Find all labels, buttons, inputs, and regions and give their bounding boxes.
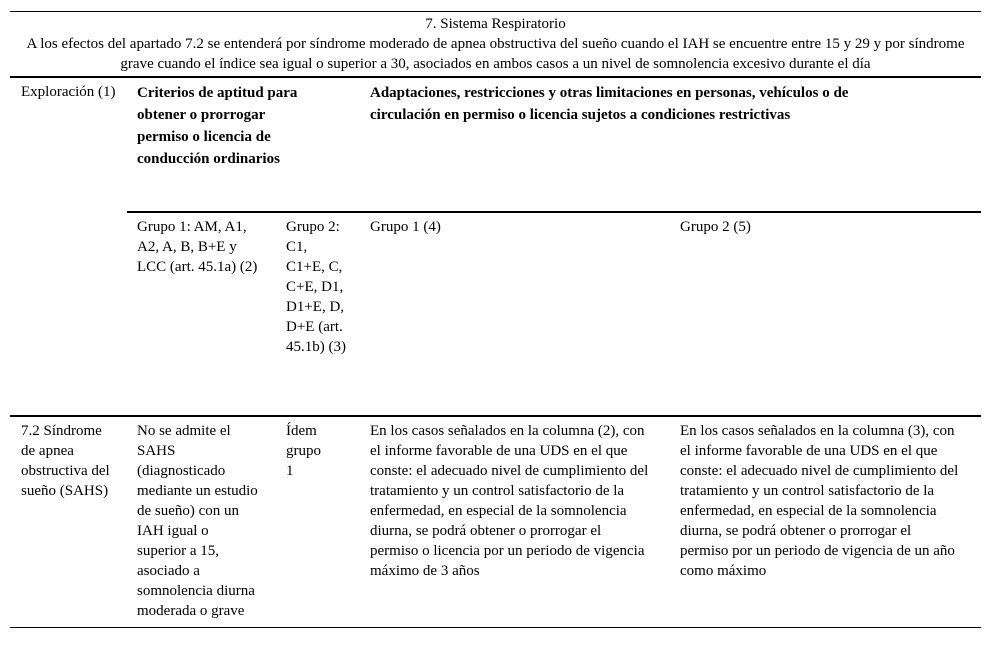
header-criterios: Criterios de aptitud para obtener o prorrogar permiso o licencia de conducción ordinarios	[127, 77, 362, 212]
header-adaptaciones: Adaptaciones, restricciones y otras limitaciones en personas, vehículos o de circulación en permiso o licencia sujetos a condiciones restrictivas	[362, 77, 981, 212]
caption-cell	[10, 12, 981, 78]
row-grupo1: No se admite el SAHS (diagnosticado mediante un estudio de sueño) con un IAH igual o superior a 15, asociado a somnolencia diurna moderada o grave	[127, 416, 279, 628]
regulation-table-container	[10, 11, 981, 628]
table-note: A los efectos del apartado 7.2 se entenderá por síndrome moderado de apnea obstructiva del sueño cuando el IAH se encuentre entre 15 y 29 y por síndrome grave cuando el índice sea igual o superior a 30, asociados en ambos casos a un nivel de somnolencia excesivo durante el día	[26, 36, 965, 72]
regulation-table	[10, 11, 981, 628]
row-exploracion: 7.2 Síndrome de apnea obstructiva del sueño (SAHS)	[10, 416, 127, 628]
table-title: 7. Sistema Respiratorio	[425, 16, 566, 32]
subheader-row	[10, 212, 981, 416]
subheader-grupo2-restrictivo: Grupo 2 (5)	[680, 218, 751, 235]
row-grupo1-restrictivo: En los casos señalados en la columna (2), con el informe favorable de una UDS en el que conste: el adecuado nivel de cumplimiento del tratamiento y un control satisfactorio de la enfermedad, en especial de la somnolencia diurna, se podrá obtener o prorrogar el permiso o licencia por un periodo de vigencia máximo de 3 años	[362, 416, 672, 628]
row-grupo2-restrictivo: En los casos señalados en la columna (3), con el informe favorable de una UDS en el que conste: el adecuado nivel de cumplimiento del tratamiento y un control satisfactorio de la enfermedad, en especial de la somnolencia diurna, se podrá obtener o prorrogar el permiso por un periodo de vigencia de un año como máximo	[672, 416, 981, 628]
header-exploracion: Exploración (1)	[10, 77, 127, 416]
subheader-grupo1-restrictivo: Grupo 1 (4)	[370, 218, 441, 235]
sahs-row	[10, 416, 981, 628]
subheader-grupo2-ordinario: Grupo 2: C1, C1+E, C, C+E, D1, D1+E, D, D+E (art. 45.1b) (3)	[286, 218, 346, 355]
header-row	[10, 77, 981, 212]
row-grupo2: Ídem grupo 1	[279, 416, 362, 628]
subheader-grupo1-ordinario: Grupo 1: AM, A1, A2, A, B, B+E y LCC (art. 45.1a) (2)	[137, 218, 258, 275]
caption-row	[10, 12, 981, 78]
